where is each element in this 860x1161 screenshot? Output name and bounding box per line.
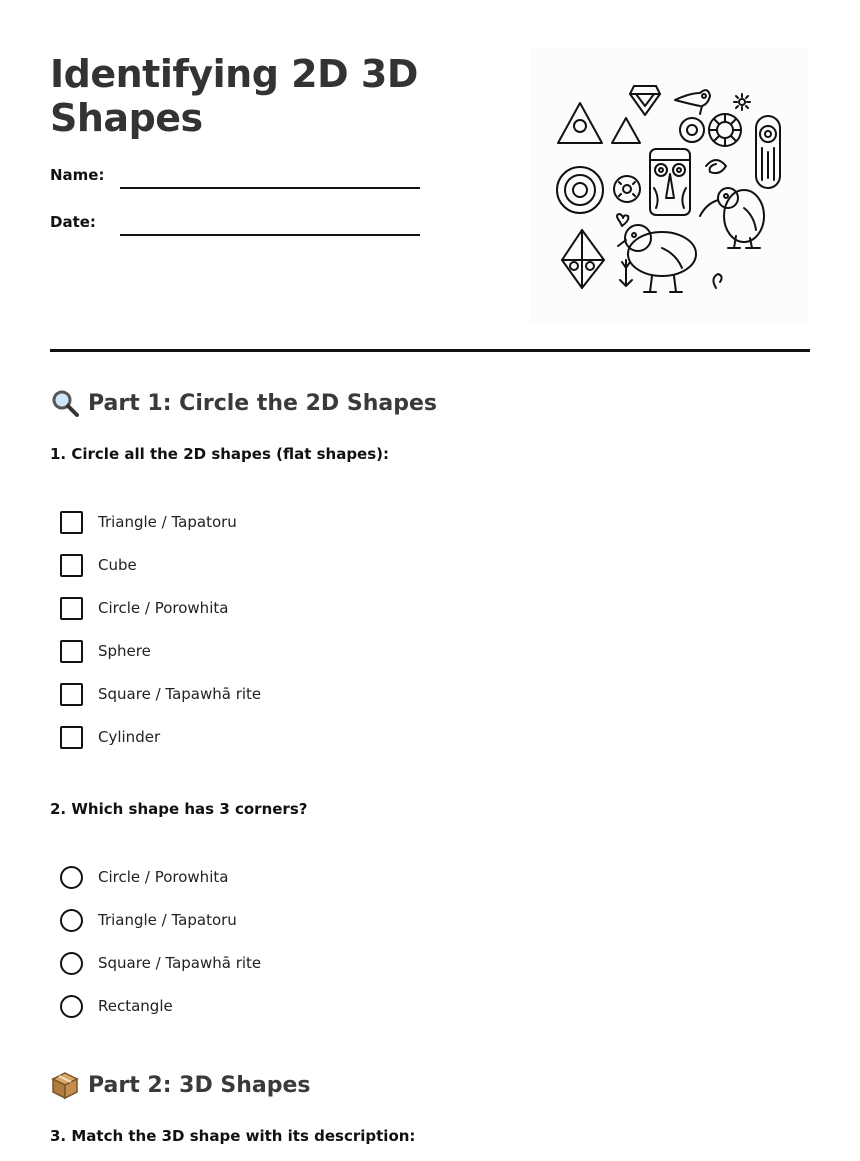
radio-button[interactable]	[60, 952, 83, 975]
q1-option[interactable]	[60, 595, 228, 621]
checkbox[interactable]	[60, 683, 83, 706]
option-label: Sphere	[98, 642, 151, 660]
option-label: Cylinder	[98, 728, 161, 746]
part2-heading	[50, 1070, 311, 1100]
checkbox[interactable]	[60, 597, 83, 620]
part1-heading	[50, 388, 437, 418]
radio-button[interactable]	[60, 866, 83, 889]
question-2-text: 2. Which shape has 3 corners?	[50, 800, 308, 818]
package-box-icon	[50, 1070, 80, 1100]
q1-option[interactable]	[60, 638, 151, 664]
checkbox[interactable]	[60, 511, 83, 534]
q1-option[interactable]	[60, 552, 137, 578]
q2-option[interactable]	[60, 950, 261, 976]
checkbox[interactable]	[60, 640, 83, 663]
q1-option[interactable]	[60, 509, 237, 535]
option-label: Triangle / Tapatoru	[98, 911, 237, 929]
section-divider	[50, 349, 810, 352]
option-label: Circle / Porowhita	[98, 599, 229, 617]
checkbox[interactable]	[60, 554, 83, 577]
option-label: Circle / Porowhita	[98, 868, 229, 886]
checkbox[interactable]	[60, 726, 83, 749]
question-3-text: 3. Match the 3D shape with its description:	[50, 1127, 416, 1145]
q2-option[interactable]	[60, 993, 173, 1019]
part1-heading-text: Part 1: Circle the 2D Shapes	[88, 390, 437, 416]
q2-option[interactable]	[60, 864, 228, 890]
date-label: Date:	[50, 213, 96, 231]
part2-heading-text: Part 2: 3D Shapes	[88, 1072, 311, 1098]
option-label: Triangle / Tapatoru	[98, 513, 237, 531]
name-label: Name:	[50, 166, 105, 184]
option-label: Square / Tapawhā rite	[98, 954, 262, 972]
option-label: Square / Tapawhā rite	[98, 685, 262, 703]
option-label: Rectangle	[98, 997, 173, 1015]
doodle-shapes-illustration	[530, 48, 808, 324]
name-field-line[interactable]	[120, 187, 420, 189]
date-field-line[interactable]	[120, 234, 420, 236]
radio-button[interactable]	[60, 909, 83, 932]
magnifying-glass-icon	[50, 388, 80, 418]
radio-button[interactable]	[60, 995, 83, 1018]
question-1-text: 1. Circle all the 2D shapes (flat shapes):	[50, 445, 390, 463]
q1-option[interactable]	[60, 681, 261, 707]
q1-option[interactable]	[60, 724, 160, 750]
q2-option[interactable]	[60, 907, 237, 933]
option-label: Cube	[98, 556, 137, 574]
page-title: Identifying 2D 3D Shapes	[50, 52, 418, 140]
